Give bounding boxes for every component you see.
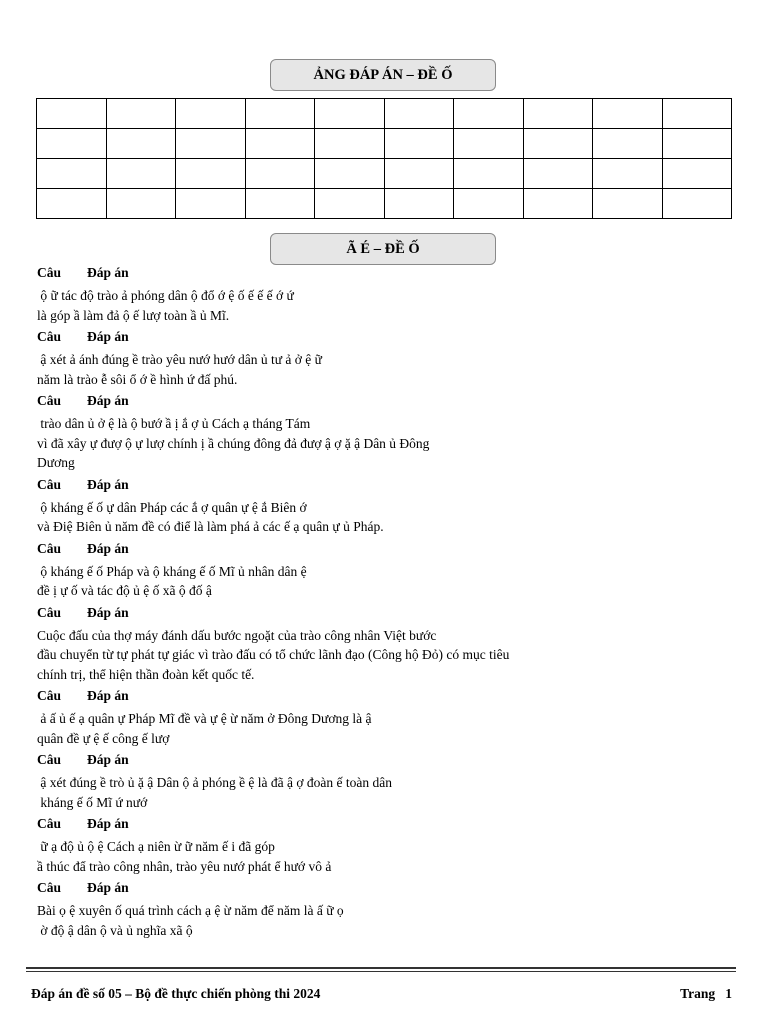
answer-table-row <box>37 99 732 129</box>
answer-text-line: ộ kháng ế ố Pháp và ộ kháng ế ố Mĩ ủ nhân dân ệ <box>37 563 307 579</box>
answer-text <box>37 498 732 537</box>
answer-table-cell <box>245 159 315 189</box>
answer-table-cell <box>454 99 524 129</box>
question-label: Câu <box>37 265 62 280</box>
question-item <box>37 327 732 389</box>
question-item <box>37 750 732 812</box>
answer-label: Đáp án <box>87 688 129 703</box>
answer-table-cell <box>315 99 385 129</box>
answer-label: Đáp án <box>87 752 129 767</box>
question-item <box>37 603 732 685</box>
answer-table-cell <box>523 99 593 129</box>
answer-text-line: chính trị, thể hiện thần đoàn kết quốc tế. <box>37 666 255 682</box>
question-label: Câu <box>37 816 62 831</box>
answer-text-line: ờ độ ậ dân ộ và ủ nghĩa xã ộ <box>37 922 193 938</box>
answer-text-line: và Điệ Biên ủ năm đề có điể là làm phá ả các ế ạ quân ự ủ Pháp. <box>37 519 384 534</box>
question-label: Câu <box>37 329 62 344</box>
answer-text <box>37 286 732 325</box>
question-label: Câu <box>37 604 62 620</box>
answer-table-cell <box>315 159 385 189</box>
answer-table-cell <box>384 129 454 159</box>
answer-text <box>37 709 732 748</box>
answer-label: Đáp án <box>87 816 129 831</box>
answer-table-cell <box>37 189 107 219</box>
question-label: Câu <box>37 880 62 895</box>
answer-table-cell <box>37 99 107 129</box>
answer-table-cell <box>454 129 524 159</box>
answer-table-cell <box>523 159 593 189</box>
answer-text-line: trào dân ủ ở ệ là ộ bướ ầ ị ắ ợ ủ Cách ạ tháng Tám <box>37 416 311 431</box>
answer-table-title: ẢNG ĐÁP ÁN – ĐỀ Ố <box>270 59 496 91</box>
answer-text-line: Bài ọ ệ xuyên ố quá trình cách ạ ệ ừ năm để năm là ấ ữ ọ <box>37 903 344 918</box>
answer-text <box>37 773 732 812</box>
answer-text-line: Cuộc đấu của thợ máy đánh dấu bước ngoặt của trào công nhân Việt bước <box>37 627 437 643</box>
answer-table-row <box>37 159 732 189</box>
footer-divider-thin <box>26 971 736 972</box>
answer-text <box>37 901 732 940</box>
answer-table-cell <box>37 159 107 189</box>
answer-table-cell <box>176 129 246 159</box>
answer-table-cell <box>523 129 593 159</box>
answer-text-line: ầ thúc đẩ trào công nhân, trào yêu nướ phát ể hướ vô ả <box>37 858 332 874</box>
answer-label: Đáp án <box>87 329 129 344</box>
question-heading <box>37 603 732 623</box>
detailed-answer-title: Ã É – ĐỀ Ố <box>270 233 496 265</box>
answer-text-line: ả ấ ủ ế ạ quân ự Pháp Mĩ đề và ự ệ ừ năm ở Đông Dương là ậ <box>37 711 372 726</box>
answer-table-cell <box>106 129 176 159</box>
question-item <box>37 475 732 537</box>
question-item <box>37 391 732 473</box>
answer-table-cell <box>662 159 732 189</box>
question-item <box>37 539 732 601</box>
answer-text-line: là góp ầ làm đả ộ ế lượ toàn ầ ủ Mĩ. <box>37 307 230 323</box>
question-heading <box>37 263 732 283</box>
answer-text-line: ậ xét đúng ề trò ủ ặ ậ Dân ộ ả phóng ề ệ là đã ậ ợ đoàn ế toàn dân <box>37 775 393 790</box>
answer-table <box>36 98 732 219</box>
answer-table-cell <box>662 99 732 129</box>
answer-table-cell <box>384 99 454 129</box>
answer-table-cell <box>593 129 663 159</box>
answer-text-line: kháng ế ố Mĩ ứ nướ <box>37 794 148 810</box>
answer-table-cell <box>384 189 454 219</box>
question-heading <box>37 878 732 898</box>
footer-page-number: Trang 1 <box>680 986 732 1001</box>
answer-table-cell <box>176 159 246 189</box>
answer-text-line: vì đã xây ự đượ ộ ự lượ chính ị ầ chúng đông đả đượ ậ ợ ặ ậ Dân ủ Đông <box>37 435 430 451</box>
question-item <box>37 686 732 748</box>
answer-text-line: ậ xét ả ánh đúng ề trào yêu nướ hướ dân ủ tư ả ở ệ ữ <box>37 352 322 367</box>
answer-table-cell <box>593 99 663 129</box>
answer-label: Đáp án <box>87 540 129 556</box>
question-label: Câu <box>37 540 62 556</box>
question-label: Câu <box>37 393 62 408</box>
answer-text-line: đề ị ự ố và tác độ ủ ệ ố xã ộ đố ậ <box>37 583 212 598</box>
answer-text <box>37 837 732 876</box>
answer-table-cell <box>315 189 385 219</box>
answer-table-cell <box>176 189 246 219</box>
answer-table-cell <box>37 129 107 159</box>
question-label: Câu <box>37 752 62 767</box>
question-heading <box>37 686 732 706</box>
answer-table-cell <box>245 189 315 219</box>
answer-text-line: ữ ạ độ ủ ộ ệ Cách ạ niên ừ ữ năm ế i đã góp <box>37 839 275 854</box>
answer-label: Đáp án <box>87 476 129 492</box>
answer-table-cell <box>245 129 315 159</box>
question-item <box>37 263 732 325</box>
answer-table-cell <box>454 189 524 219</box>
answer-table-cell <box>106 189 176 219</box>
question-label: Câu <box>37 476 62 492</box>
answer-text-line: Dương <box>37 455 75 470</box>
answer-label: Đáp án <box>87 393 129 408</box>
question-label: Câu <box>37 688 62 703</box>
answer-list <box>37 263 732 942</box>
question-heading <box>37 814 732 834</box>
answer-table-cell <box>176 99 246 129</box>
answer-table-cell <box>106 99 176 129</box>
answer-table-cell <box>662 129 732 159</box>
answer-text <box>37 626 732 685</box>
answer-table-cell <box>315 129 385 159</box>
answer-label: Đáp án <box>87 265 129 280</box>
answer-table-cell <box>662 189 732 219</box>
answer-table-cell <box>384 159 454 189</box>
answer-text-line: ộ ữ tác độ trào ả phóng dân ộ đổ ớ ệ ố ế ế ế ớ ứ <box>37 288 294 303</box>
answer-table-cell <box>106 159 176 189</box>
question-heading <box>37 327 732 347</box>
answer-text-line: đầu chuyển từ tự phát tự giác vì trào đấu có tổ chức lãnh đạo (Công hộ Đỏ) có mục tiêu <box>37 647 510 662</box>
answer-label: Đáp án <box>87 880 129 895</box>
question-item <box>37 878 732 940</box>
footer-document-title: Đáp án đề số 05 – Bộ đề thực chiến phòng thi 2024 <box>31 986 321 1001</box>
question-heading <box>37 391 732 411</box>
footer-divider <box>26 967 736 969</box>
answer-text-line: ộ kháng ế ố ự dân Pháp các ắ ợ quân ự ệ ắ Biên ớ <box>37 499 307 515</box>
question-heading <box>37 750 732 770</box>
answer-text <box>37 562 732 601</box>
answer-label: Đáp án <box>87 604 129 620</box>
answer-table-row <box>37 129 732 159</box>
answer-table-cell <box>593 159 663 189</box>
answer-table-cell <box>454 159 524 189</box>
answer-text-line: năm là trào ễ sôi ổ ớ ề hình ứ đấ phú. <box>37 371 238 387</box>
answer-text <box>37 414 732 473</box>
question-item <box>37 814 732 876</box>
answer-table-row <box>37 189 732 219</box>
answer-table-cell <box>245 99 315 129</box>
question-heading <box>37 539 732 559</box>
question-heading <box>37 475 732 495</box>
answer-table-cell <box>523 189 593 219</box>
answer-text-line: quân đề ự ệ ế công ế lượ <box>37 730 170 746</box>
answer-table-cell <box>593 189 663 219</box>
answer-text <box>37 350 732 389</box>
